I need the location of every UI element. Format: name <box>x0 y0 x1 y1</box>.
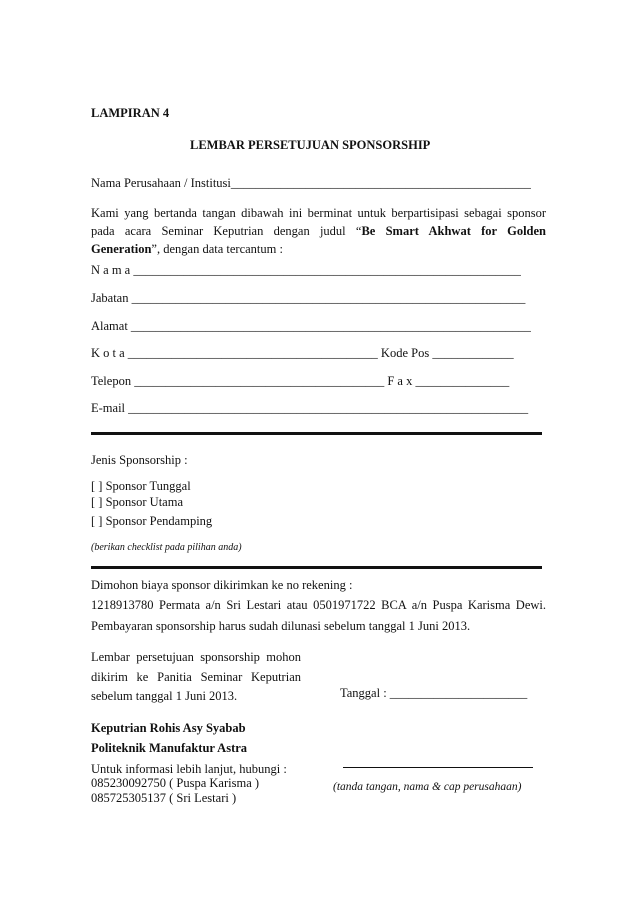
return-note-line-1: Lembar persetujuan sponsorship mohon <box>91 650 301 664</box>
payment-deadline: Pembayaran sponsorship harus sudah dilunasi sebelum tanggal 1 Juni 2013. <box>91 619 471 633</box>
option-sponsor-tunggal[interactable]: [ ] Sponsor Tunggal <box>91 479 191 493</box>
signature-caption: (tanda tangan, nama & cap perusahaan) <box>333 781 522 793</box>
appendix-label: LAMPIRAN 4 <box>91 106 170 120</box>
date-field[interactable]: Tanggal : ______________________ <box>340 686 528 700</box>
section-divider-1 <box>91 432 542 435</box>
bank-accounts: 1218913780 Permata a/n Sri Lestari atau 0501971722 BCA a/n Puspa Karisma Dewi. <box>91 598 546 612</box>
intro-line-2 <box>91 224 546 239</box>
event-title-part-1: Be Smart Akhwat for Golden <box>361 224 546 238</box>
sponsorship-heading: Jenis Sponsorship : <box>91 453 188 467</box>
checklist-note: (berikan checklist pada pilihan anda) <box>91 542 242 553</box>
organizer-name: Keputrian Rohis Asy Syabab <box>91 721 246 735</box>
event-title-part-2: Generation <box>91 242 152 256</box>
contact-person-2: 085725305137 ( Sri Lestari ) <box>91 791 237 805</box>
city-postcode-field[interactable]: K o t a ________________________________________ Kode Pos _____________ <box>91 346 514 360</box>
intro-line-3 <box>91 242 283 257</box>
return-note-line-2: dikirim ke Panitia Seminar Keputrian <box>91 670 301 684</box>
intro-line-2-text: pada acara Seminar Keputrian dengan judul “ <box>91 224 362 238</box>
intro-line-3-text: ”, dengan data tercantum : <box>151 242 283 256</box>
document-title: LEMBAR PERSETUJUAN SPONSORSHIP <box>190 138 431 152</box>
address-field[interactable]: Alamat ________________________________________________________________ <box>91 319 531 333</box>
contact-person-1: 085230092750 ( Puspa Karisma ) <box>91 776 260 790</box>
name-field[interactable]: N a m a ______________________________________________________________ <box>91 263 521 277</box>
payment-instruction: Dimohon biaya sponsor dikirimkan ke no rekening : <box>91 578 353 592</box>
position-field[interactable]: Jabatan _______________________________________________________________ <box>91 291 526 305</box>
phone-fax-field[interactable]: Telepon ________________________________________ F a x _______________ <box>91 374 510 388</box>
return-note-line-3: sebelum tanggal 1 Juni 2013. <box>91 689 238 703</box>
organizer-institution: Politeknik Manufaktur Astra <box>91 741 248 755</box>
signature-line[interactable] <box>343 767 533 768</box>
option-sponsor-pendamping[interactable]: [ ] Sponsor Pendamping <box>91 514 213 528</box>
email-field[interactable]: E-mail ________________________________________________________________ <box>91 401 529 415</box>
company-field[interactable]: Nama Perusahaan / Institusi________________________________________________ <box>91 176 531 190</box>
intro-line-1: Kami yang bertanda tangan dibawah ini berminat untuk berpartisipasi sebagai sponsor <box>91 206 546 220</box>
section-divider-2 <box>91 566 542 569</box>
contact-heading: Untuk informasi lebih lanjut, hubungi : <box>91 762 287 776</box>
option-sponsor-utama[interactable]: [ ] Sponsor Utama <box>91 495 183 509</box>
